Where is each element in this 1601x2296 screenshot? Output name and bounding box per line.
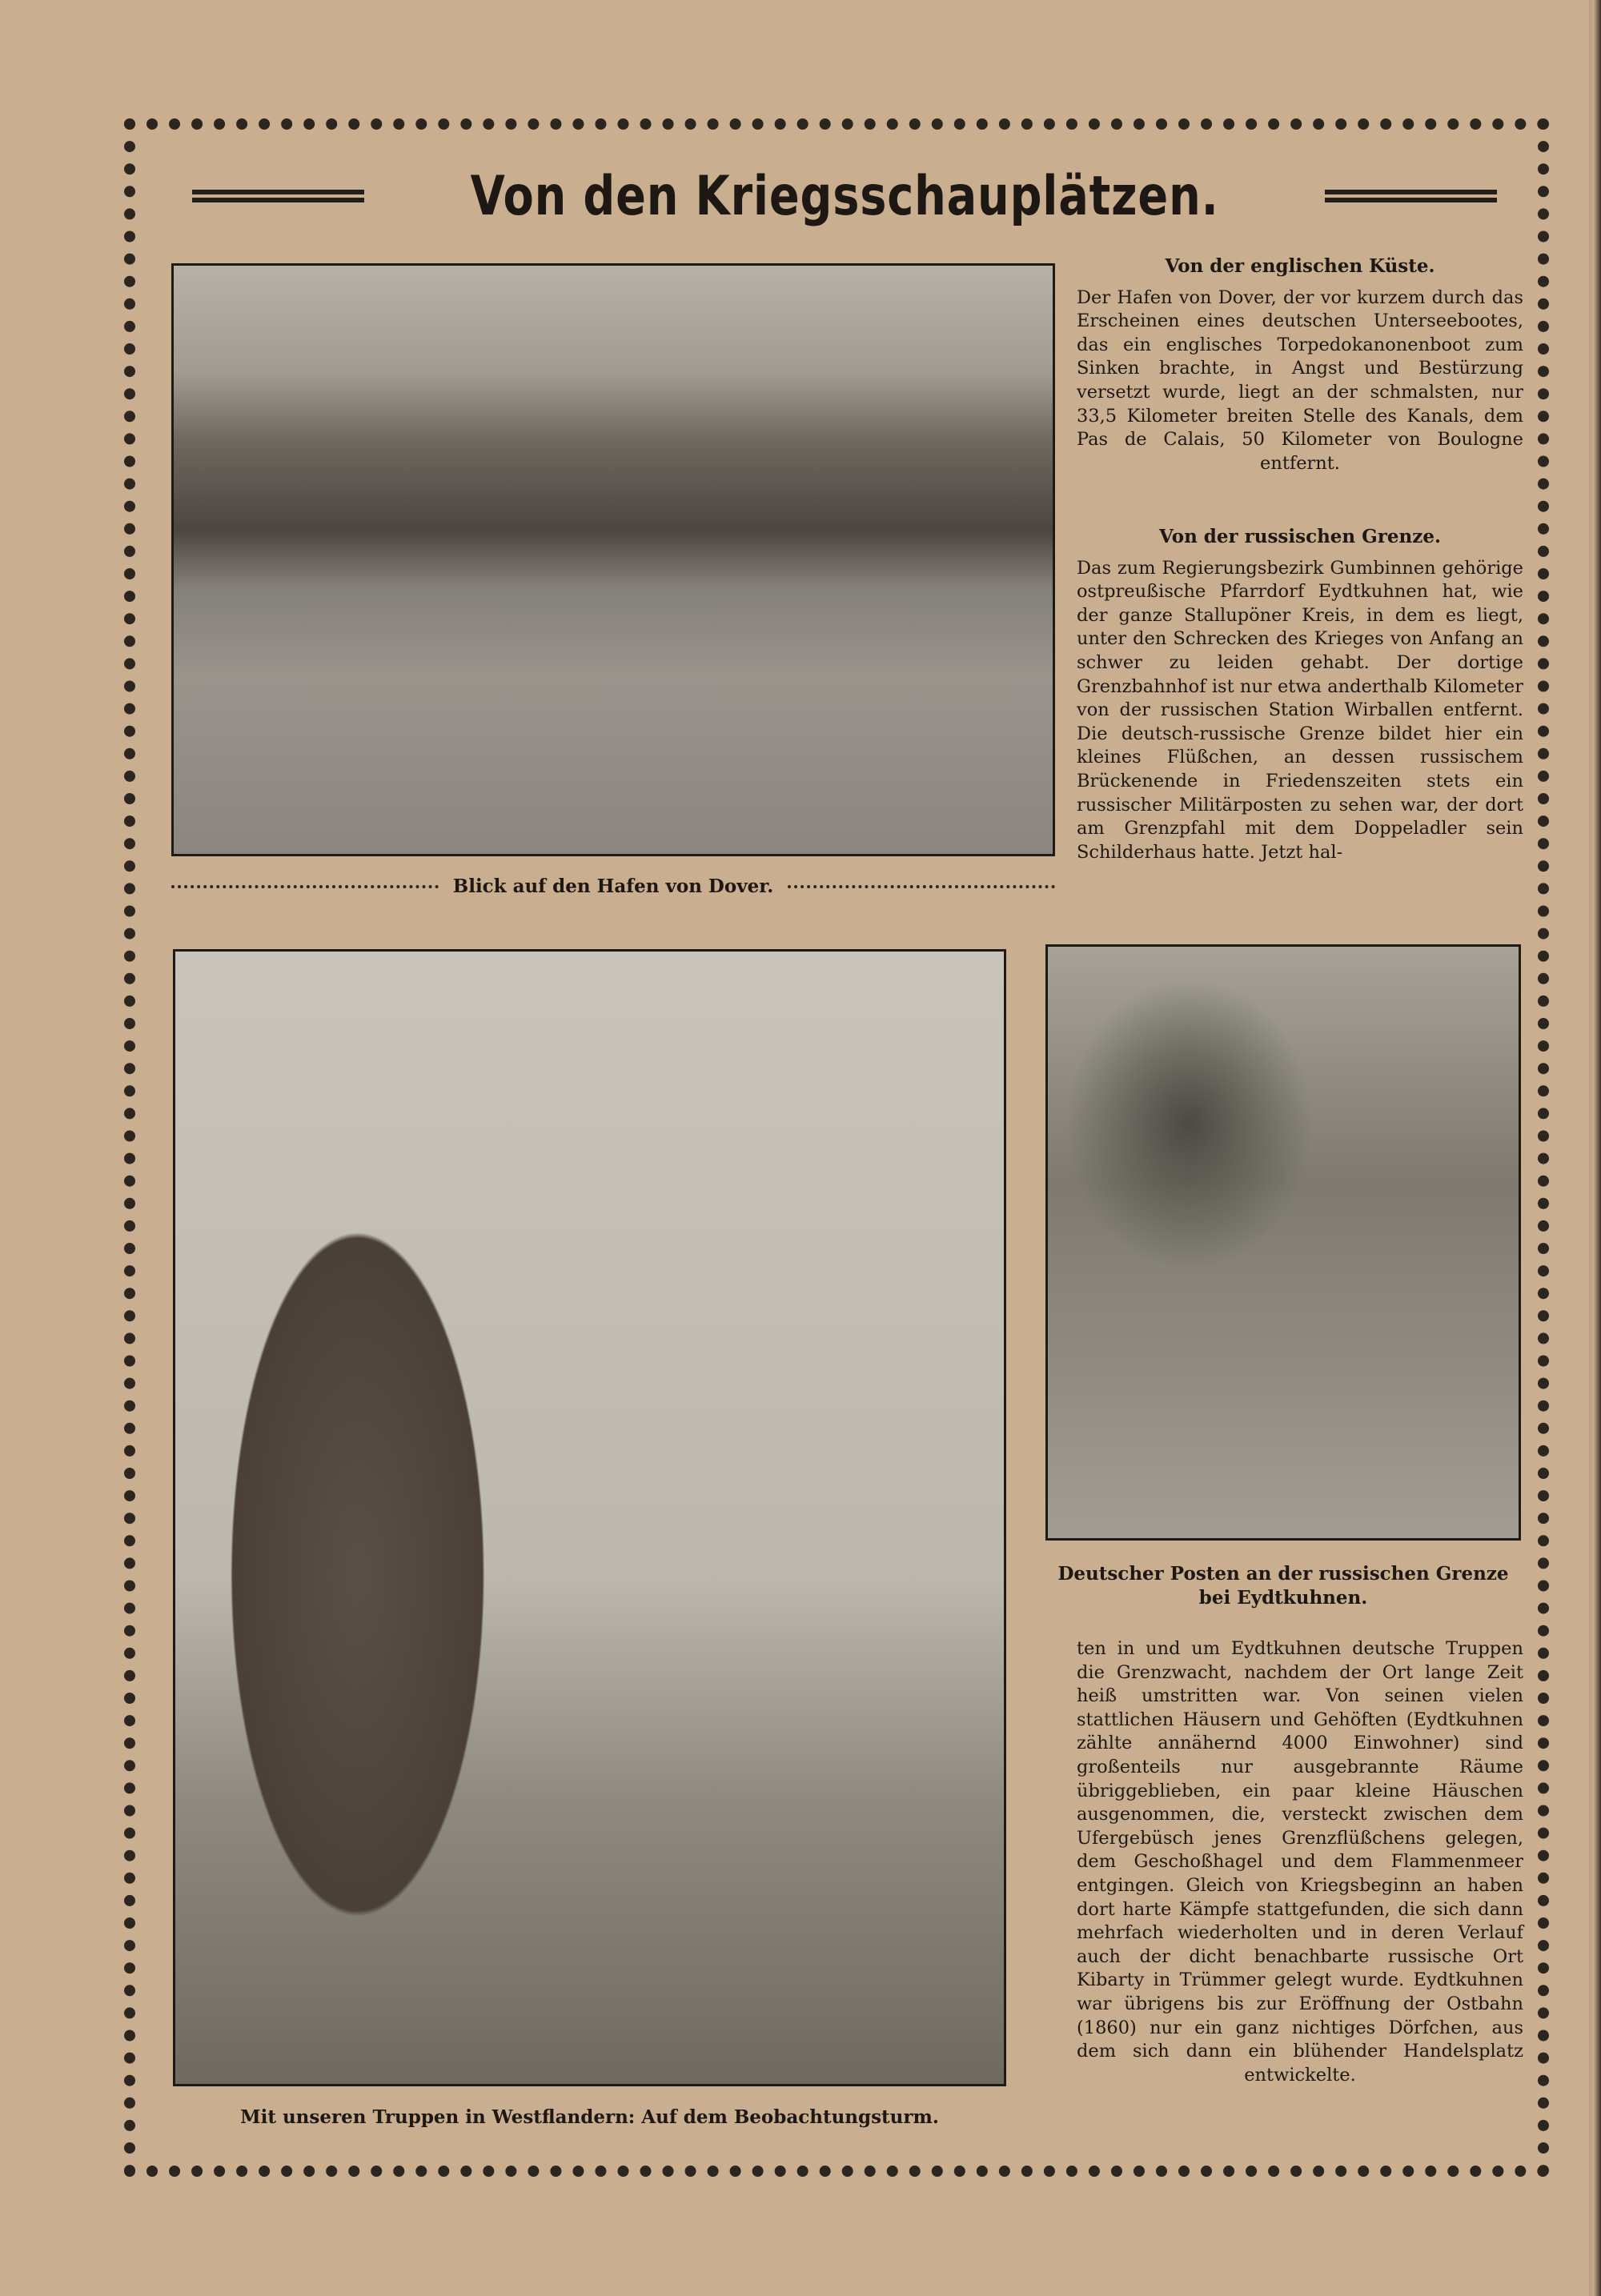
article-heading: Von der englischen Küste. xyxy=(1165,255,1435,277)
photo-dover-harbor xyxy=(171,263,1055,856)
caption-dots-left xyxy=(171,885,439,888)
title-rule-right xyxy=(1325,190,1497,202)
page-header xyxy=(192,164,1497,228)
caption-posten-line1: Deutscher Posten an der russischen Grenze xyxy=(1057,1563,1509,1585)
article-text-continuation: ten in und um Eydtkuhnen deutsche Truppen die Grenzwacht, nachdem der Ort lange Zeit heiß umstritten war. Von seinen vielen stattlichen Häusern und Gehöften (Eydtkuhnen zählte annähernd 4000 Einwohner) sind großenteils nur ausgebrannte Räume übriggeblieben, ein paar kleine Häuschen ausgenommen, die, versteckt zwischen dem Ufergebüsch jenes Grenzflüßchens gelegen, dem Geschoßhagel und dem Flammenmeer entgingen. Gleich von Kriegsbeginn an haben dort harte Kämpfe stattgefunden, die sich dann mehrfach wiederholten und in deren Verlauf auch der dicht benachbarte russische Ort Kibarty in Trümmer gelegt wurde. Eydtkuhnen war übrigens bis zur Eröffnung der Ostbahn (1860) nur ein ganz nichtiges Dörfchen, aus dem sich dann ein blühender Handelsplatz entwickelte. xyxy=(1077,1638,1523,2086)
caption-dover xyxy=(171,876,1055,897)
article-heading: Von der russischen Grenze. xyxy=(1159,526,1441,547)
caption-dover-text: Blick auf den Hafen von Dover. xyxy=(452,876,774,897)
article-text: Das zum Regierungsbezirk Gumbinnen gehörige ostpreußische Pfarrdorf Eydtkuhnen hat, wie der ganze Stallupöner Kreis, in dem es liegt, unter den Schrecken des Krieges von Anfang an schwer zu leiden gehabt. Der dortige Grenzbahnhof ist nur etwa anderthalb Kilometer von der russischen Station Wirballen entfernt. Die deutsch-russische Grenze bildet hier ein kleines Flüßchen, an dessen russischem Brückenende in Friedenszeiten stets ein russischer Militärposten zu sehen war, der dort am Grenzpfahl mit dem Doppeladler sein Schilderhaus hatte. Jetzt hal- xyxy=(1077,557,1523,863)
page-stack-edge xyxy=(1589,0,1601,2296)
article-russian-border-continued xyxy=(1077,1637,1523,2087)
photo-border-post xyxy=(1045,944,1521,1541)
caption-posten-line2: bei Eydtkuhnen. xyxy=(1198,1587,1368,1609)
page-title: Von den Kriegsschauplätzen. xyxy=(470,164,1219,228)
caption-dots-right xyxy=(788,885,1055,888)
caption-posten xyxy=(1057,1562,1510,1610)
article-text: Der Hafen von Dover, der vor kurzem durch das Erscheinen eines deutschen Unterseebootes, das ein englisches Torpedokanonenboot zum Sinken brachte, in Angst und Bestürzung versetzt wurde, liegt an der schmalsten, nur 33,5 Kilometer breiten Stelle des Kanals, dem Pas de Calais, 50 Kilometer von Boulogne entfernt. xyxy=(1077,286,1523,474)
article-english-coast xyxy=(1077,254,1523,475)
photo-observation-tower xyxy=(173,949,1006,2086)
title-rule-left xyxy=(192,190,364,202)
article-russian-border xyxy=(1077,525,1523,864)
caption-flandern: Mit unseren Truppen in Westflandern: Auf dem Beobachtungsturm. xyxy=(240,2106,939,2128)
